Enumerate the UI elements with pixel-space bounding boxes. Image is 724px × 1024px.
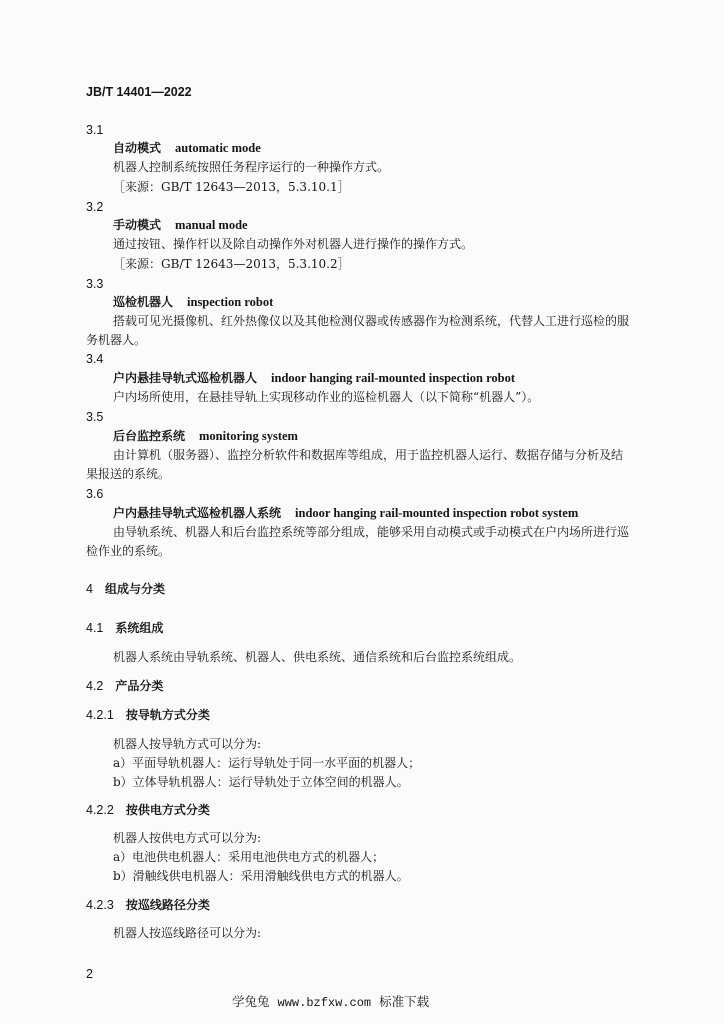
term-en: inspection robot <box>187 295 274 309</box>
term-en: indoor hanging rail-mounted inspection robot <box>271 371 516 385</box>
term-cn: 自动模式 <box>113 141 162 155</box>
section-heading <box>86 620 163 636</box>
term-cn: 手动模式 <box>113 218 162 232</box>
term-heading <box>113 140 261 156</box>
section-title: 组成与分类 <box>104 582 165 596</box>
term-number: 3.6 <box>86 487 104 501</box>
standard-id: JB/T 14401—2022 <box>86 85 192 99</box>
term-heading <box>113 428 298 444</box>
term-definition: 搭载可见光摄像机、红外热像仪以及其他检测仪器或传感器作为检测系统，代替人工进行巡检的服 <box>113 314 630 328</box>
term-definition: 由计算机（服务器）、监控分析软件和数据库等组成，用于监控机器人运行、数据存储与分析及结 <box>113 448 624 462</box>
term-number: 3.1 <box>86 123 104 137</box>
section-text: 机器人系统由导轨系统、机器人、供电系统、通信系统和后台监控系统组成。 <box>113 650 522 664</box>
section-title: 产品分类 <box>115 679 164 693</box>
section-title: 系统组成 <box>115 621 164 635</box>
term-definition: 由导轨系统、机器人和后台监控系统等部分组成，能够采用自动模式或手动模式在户内场所进行巡 <box>113 525 630 539</box>
term-cn: 后台监控系统 <box>113 429 186 443</box>
footer-watermark <box>232 994 429 1011</box>
term-number: 3.2 <box>86 200 104 214</box>
term-definition: 通过按钮、操作杆以及除自动操作外对机器人进行操作的操作方式。 <box>113 237 474 251</box>
section-number: 4.1 <box>86 621 104 635</box>
term-cn: 户内悬挂导轨式巡检机器人 <box>113 371 258 385</box>
section-title: 按供电方式分类 <box>125 803 210 817</box>
section-heading <box>86 897 210 913</box>
term-number: 3.3 <box>86 277 104 291</box>
section-number: 4.2.3 <box>86 898 114 912</box>
term-en: automatic mode <box>175 141 261 155</box>
page-number: 2 <box>86 967 93 981</box>
term-heading <box>113 505 578 521</box>
section-number: 4 <box>86 582 93 596</box>
term-heading <box>113 294 273 310</box>
footer-brand: 学兔兔 <box>232 994 270 1009</box>
term-en: monitoring system <box>199 429 298 443</box>
footer-site[interactable]: www.bzfxw.com <box>277 996 372 1010</box>
list-item: b）滑触线供电机器人：采用滑触线供电方式的机器人。 <box>113 869 409 883</box>
section-heading <box>86 678 163 694</box>
list-item: a）电池供电机器人：采用电池供电方式的机器人； <box>113 850 385 864</box>
section-heading <box>86 707 210 723</box>
term-definition-cont: 果报送的系统。 <box>86 467 171 481</box>
term-source: ［来源：GB/T 12643—2013，5.3.10.2］ <box>113 257 350 271</box>
term-heading <box>113 217 248 233</box>
term-number: 3.4 <box>86 352 104 366</box>
term-cn: 户内悬挂导轨式巡检机器人系统 <box>113 506 282 520</box>
section-title: 按导轨方式分类 <box>125 708 210 722</box>
section-heading <box>86 581 165 597</box>
term-en: manual mode <box>175 218 248 232</box>
term-definition-cont: 检作业的系统。 <box>86 544 171 558</box>
term-definition: 机器人控制系统按照任务程序运行的一种操作方式。 <box>113 160 390 174</box>
footer-tagline: 标准下载 <box>379 994 430 1009</box>
term-definition: 户内场所使用，在悬挂导轨上实现移动作业的巡检机器人（以下简称“机器人”）。 <box>113 390 540 404</box>
section-number: 4.2 <box>86 679 104 693</box>
term-number: 3.5 <box>86 410 104 424</box>
term-cn: 巡检机器人 <box>113 295 174 309</box>
section-heading <box>86 802 210 818</box>
section-number: 4.2.1 <box>86 708 114 722</box>
section-lead: 机器人按供电方式可以分为: <box>113 831 262 845</box>
section-lead: 机器人按巡线路径可以分为: <box>113 926 262 940</box>
list-item: a）平面导轨机器人：运行导轨处于同一水平面的机器人； <box>113 756 421 770</box>
list-item: b）立体导轨机器人：运行导轨处于立体空间的机器人。 <box>113 775 409 789</box>
term-source: ［来源：GB/T 12643—2013，5.3.10.1］ <box>113 180 350 194</box>
section-title: 按巡线路径分类 <box>125 898 210 912</box>
section-number: 4.2.2 <box>86 803 114 817</box>
section-lead: 机器人按导轨方式可以分为: <box>113 737 262 751</box>
term-heading <box>113 370 515 386</box>
term-definition-cont: 务机器人。 <box>86 333 147 347</box>
term-en: indoor hanging rail-mounted inspection robot system <box>295 506 579 520</box>
